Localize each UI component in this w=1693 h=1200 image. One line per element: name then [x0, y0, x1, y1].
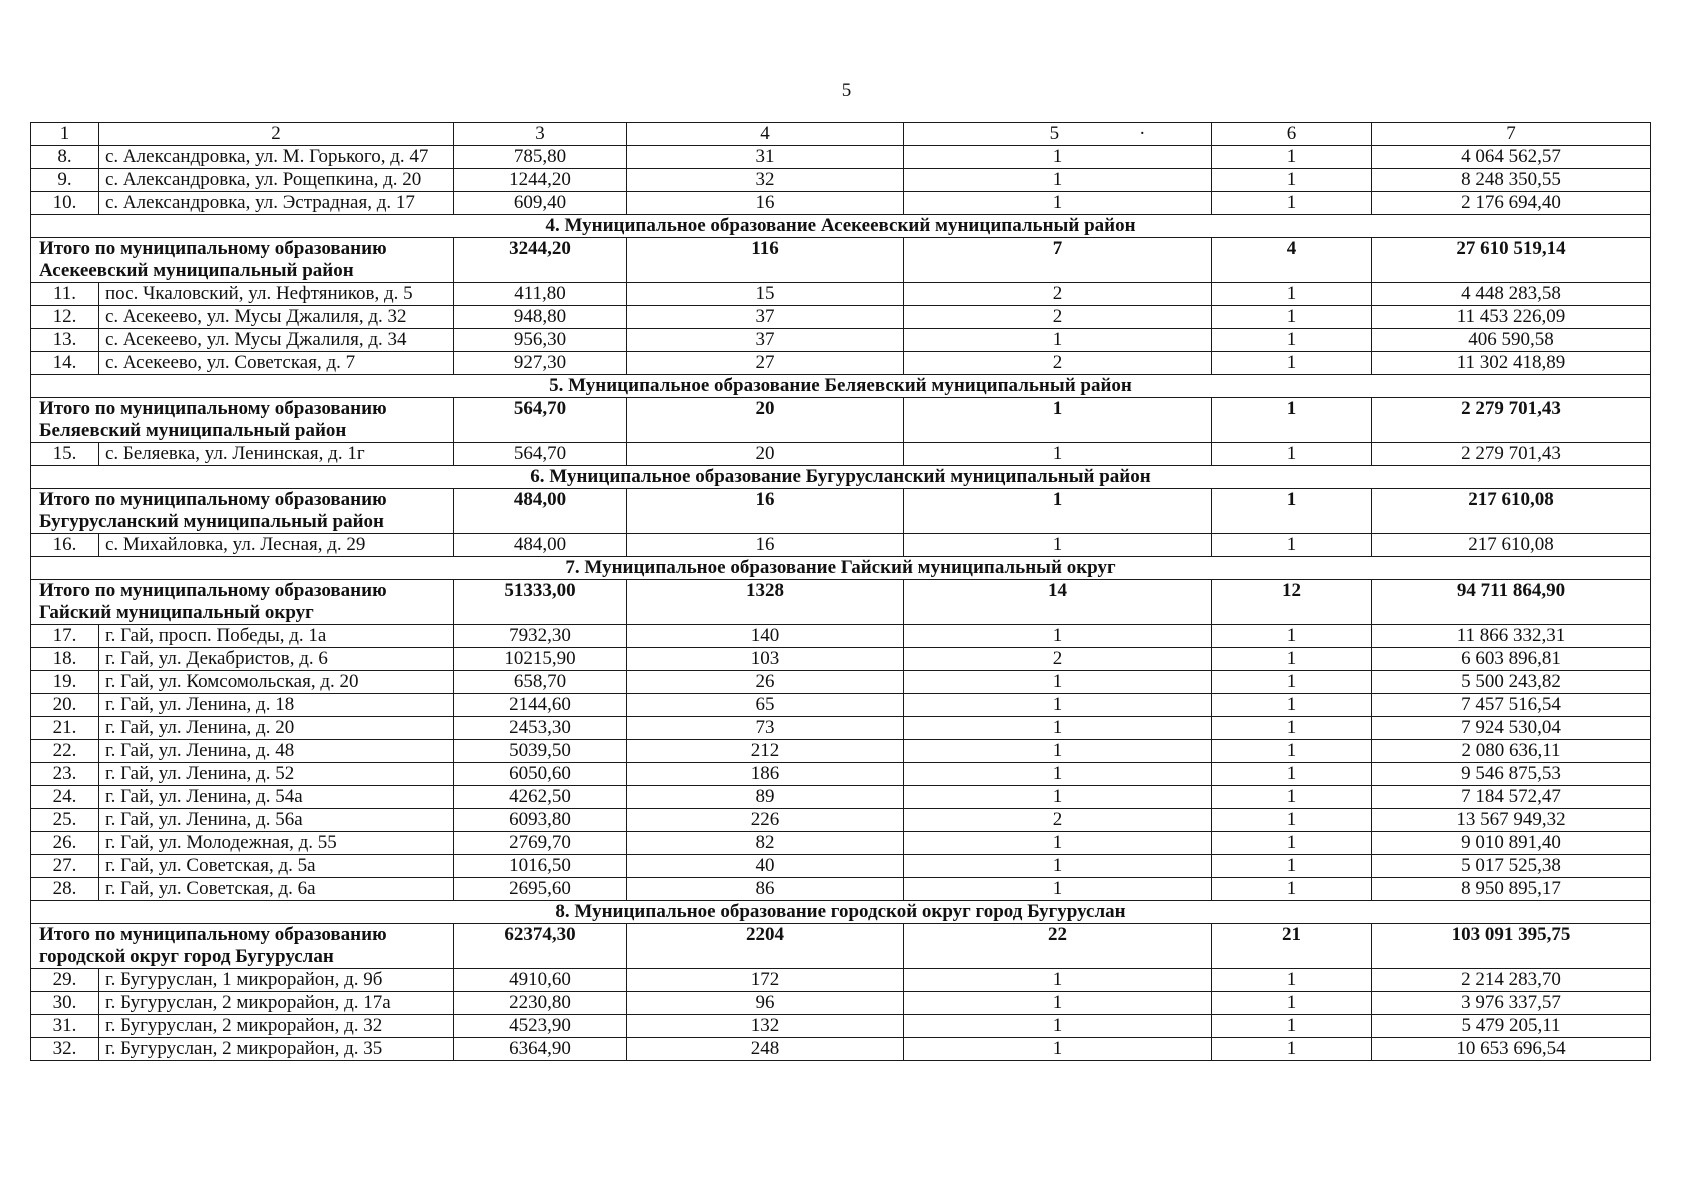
total-sum: 2 279 701,43 [1372, 398, 1651, 443]
row-address: г. Бугуруслан, 2 микрорайон, д. 17а [99, 992, 454, 1015]
row-col6: 1 [1212, 146, 1372, 169]
total-col5: 7 [904, 238, 1212, 283]
total-label: Итого по муниципальному образованию городской округ город Бугуруслан [31, 924, 454, 969]
row-col6: 1 [1212, 992, 1372, 1015]
total-col4: 2204 [627, 924, 904, 969]
table-row [31, 169, 1651, 192]
table-row [31, 352, 1651, 375]
row-col5: 1 [904, 192, 1212, 215]
table-row [31, 832, 1651, 855]
row-address: г. Бугуруслан, 2 микрорайон, д. 35 [99, 1038, 454, 1061]
row-col5: 1 [904, 832, 1212, 855]
row-col6: 1 [1212, 763, 1372, 786]
total-row [31, 398, 1651, 443]
row-col4: 16 [627, 192, 904, 215]
table-row [31, 534, 1651, 557]
row-address: с. Александровка, ул. М. Горького, д. 47 [99, 146, 454, 169]
total-area: 62374,30 [454, 924, 627, 969]
row-col6: 1 [1212, 671, 1372, 694]
section-title: 5. Муниципальное образование Беляевский муниципальный район [31, 375, 1651, 398]
row-col4: 37 [627, 329, 904, 352]
row-sum: 4 064 562,57 [1372, 146, 1651, 169]
row-sum: 10 653 696,54 [1372, 1038, 1651, 1061]
row-col4: 32 [627, 169, 904, 192]
row-area: 411,80 [454, 283, 627, 306]
row-area: 2769,70 [454, 832, 627, 855]
row-area: 6364,90 [454, 1038, 627, 1061]
row-col5: 1 [904, 625, 1212, 648]
row-sum: 2 080 636,11 [1372, 740, 1651, 763]
row-col4: 132 [627, 1015, 904, 1038]
section-heading-row [31, 901, 1651, 924]
row-sum: 8 248 350,55 [1372, 169, 1651, 192]
table-row [31, 146, 1651, 169]
row-address: г. Гай, ул. Ленина, д. 52 [99, 763, 454, 786]
row-col6: 1 [1212, 283, 1372, 306]
row-area: 484,00 [454, 534, 627, 557]
row-sum: 5 500 243,82 [1372, 671, 1651, 694]
row-col5: 2 [904, 283, 1212, 306]
row-col6: 1 [1212, 855, 1372, 878]
row-sum: 406 590,58 [1372, 329, 1651, 352]
row-address: с. Асекеево, ул. Мусы Джалиля, д. 32 [99, 306, 454, 329]
row-col4: 89 [627, 786, 904, 809]
row-address: г. Гай, ул. Советская, д. 6а [99, 878, 454, 901]
page-number: 5 [841, 80, 852, 101]
row-sum: 8 950 895,17 [1372, 878, 1651, 901]
row-col6: 1 [1212, 717, 1372, 740]
row-address: г. Гай, ул. Ленина, д. 20 [99, 717, 454, 740]
row-col5: 1 [904, 694, 1212, 717]
row-col5: 1 [904, 329, 1212, 352]
row-address: с. Михайловка, ул. Лесная, д. 29 [99, 534, 454, 557]
table-row [31, 192, 1651, 215]
row-sum: 3 976 337,57 [1372, 992, 1651, 1015]
total-sum: 27 610 519,14 [1372, 238, 1651, 283]
row-col4: 16 [627, 534, 904, 557]
table-body [31, 123, 1651, 1061]
row-sum: 7 457 516,54 [1372, 694, 1651, 717]
row-area: 658,70 [454, 671, 627, 694]
row-col6: 1 [1212, 878, 1372, 901]
row-number: 10. [31, 192, 99, 215]
row-col6: 1 [1212, 625, 1372, 648]
row-area: 609,40 [454, 192, 627, 215]
row-col5: 1 [904, 146, 1212, 169]
row-area: 2230,80 [454, 992, 627, 1015]
row-area: 10215,90 [454, 648, 627, 671]
table-row [31, 283, 1651, 306]
row-col4: 26 [627, 671, 904, 694]
row-address: г. Гай, ул. Ленина, д. 56а [99, 809, 454, 832]
row-number: 21. [31, 717, 99, 740]
section-heading-row [31, 466, 1651, 489]
row-number: 18. [31, 648, 99, 671]
row-col5: 1 [904, 1015, 1212, 1038]
row-area: 927,30 [454, 352, 627, 375]
row-col6: 1 [1212, 1038, 1372, 1061]
row-col6: 1 [1212, 809, 1372, 832]
row-number: 26. [31, 832, 99, 855]
row-col4: 86 [627, 878, 904, 901]
row-col5: 1 [904, 763, 1212, 786]
row-col4: 103 [627, 648, 904, 671]
row-area: 2695,60 [454, 878, 627, 901]
total-label: Итого по муниципальному образованию Гайский муниципальный округ [31, 580, 454, 625]
row-address: г. Гай, ул. Комсомольская, д. 20 [99, 671, 454, 694]
total-col6: 1 [1212, 398, 1372, 443]
row-col4: 15 [627, 283, 904, 306]
total-area: 51333,00 [454, 580, 627, 625]
row-col5: 1 [904, 969, 1212, 992]
total-area: 564,70 [454, 398, 627, 443]
row-col5: 1 [904, 717, 1212, 740]
row-address: г. Гай, ул. Молодежная, д. 55 [99, 832, 454, 855]
table-row [31, 992, 1651, 1015]
row-col6: 1 [1212, 648, 1372, 671]
total-col4: 20 [627, 398, 904, 443]
row-col6: 1 [1212, 832, 1372, 855]
row-address: г. Гай, ул. Ленина, д. 54а [99, 786, 454, 809]
row-area: 1016,50 [454, 855, 627, 878]
row-number: 32. [31, 1038, 99, 1061]
total-col5: 22 [904, 924, 1212, 969]
col-header-5 [904, 123, 1212, 146]
row-col6: 1 [1212, 969, 1372, 992]
table-row [31, 625, 1651, 648]
row-area: 1244,20 [454, 169, 627, 192]
row-col4: 37 [627, 306, 904, 329]
col-header-4: 4 [627, 123, 904, 146]
row-col6: 1 [1212, 534, 1372, 557]
row-number: 23. [31, 763, 99, 786]
table-row [31, 1015, 1651, 1038]
table-row [31, 855, 1651, 878]
row-address: г. Гай, просп. Победы, д. 1а [99, 625, 454, 648]
table-row [31, 306, 1651, 329]
row-col5: 1 [904, 786, 1212, 809]
table-row [31, 786, 1651, 809]
table-row [31, 648, 1651, 671]
row-area: 956,30 [454, 329, 627, 352]
row-address: с. Александровка, ул. Эстрадная, д. 17 [99, 192, 454, 215]
total-row [31, 489, 1651, 534]
row-address: г. Гай, ул. Ленина, д. 18 [99, 694, 454, 717]
row-area: 6050,60 [454, 763, 627, 786]
total-area: 3244,20 [454, 238, 627, 283]
row-col4: 96 [627, 992, 904, 1015]
section-title: 6. Муниципальное образование Бугурусланский муниципальный район [31, 466, 1651, 489]
total-label: Итого по муниципальному образованию Беляевский муниципальный район [31, 398, 454, 443]
row-col5: 1 [904, 534, 1212, 557]
section-heading-row [31, 215, 1651, 238]
row-sum: 2 214 283,70 [1372, 969, 1651, 992]
total-col6: 1 [1212, 489, 1372, 534]
total-col6: 21 [1212, 924, 1372, 969]
row-address: с. Асекеево, ул. Советская, д. 7 [99, 352, 454, 375]
row-address: с. Асекеево, ул. Мусы Джалиля, д. 34 [99, 329, 454, 352]
row-sum: 5 479 205,11 [1372, 1015, 1651, 1038]
row-number: 28. [31, 878, 99, 901]
row-col4: 82 [627, 832, 904, 855]
housing-table [30, 122, 1651, 1061]
table-row [31, 1038, 1651, 1061]
row-sum: 2 279 701,43 [1372, 443, 1651, 466]
column-number-row [31, 123, 1651, 146]
row-col6: 1 [1212, 740, 1372, 763]
row-sum: 9 546 875,53 [1372, 763, 1651, 786]
row-col4: 212 [627, 740, 904, 763]
row-col5: 2 [904, 352, 1212, 375]
row-number: 8. [31, 146, 99, 169]
row-address: с. Беляевка, ул. Ленинская, д. 1г [99, 443, 454, 466]
row-col4: 172 [627, 969, 904, 992]
row-col5: 1 [904, 740, 1212, 763]
row-area: 564,70 [454, 443, 627, 466]
total-label: Итого по муниципальному образованию Асекеевский муниципальный район [31, 238, 454, 283]
table-row [31, 763, 1651, 786]
row-area: 785,80 [454, 146, 627, 169]
row-sum: 7 184 572,47 [1372, 786, 1651, 809]
row-col6: 1 [1212, 306, 1372, 329]
row-number: 17. [31, 625, 99, 648]
row-number: 20. [31, 694, 99, 717]
row-col5: 1 [904, 671, 1212, 694]
row-address: г. Бугуруслан, 1 микрорайон, д. 9б [99, 969, 454, 992]
col-header-3: 3 [454, 123, 627, 146]
section-title: 7. Муниципальное образование Гайский муниципальный округ [31, 557, 1651, 580]
row-number: 22. [31, 740, 99, 763]
row-sum: 4 448 283,58 [1372, 283, 1651, 306]
row-sum: 11 302 418,89 [1372, 352, 1651, 375]
row-col4: 73 [627, 717, 904, 740]
row-area: 6093,80 [454, 809, 627, 832]
row-col5: 1 [904, 169, 1212, 192]
total-row [31, 580, 1651, 625]
row-number: 14. [31, 352, 99, 375]
row-number: 29. [31, 969, 99, 992]
total-col5: 14 [904, 580, 1212, 625]
row-area: 2144,60 [454, 694, 627, 717]
table-row [31, 717, 1651, 740]
row-col5: 1 [904, 878, 1212, 901]
row-number: 31. [31, 1015, 99, 1038]
row-col5: 1 [904, 1038, 1212, 1061]
row-area: 5039,50 [454, 740, 627, 763]
table-row [31, 694, 1651, 717]
row-col6: 1 [1212, 1015, 1372, 1038]
table-row [31, 443, 1651, 466]
row-number: 15. [31, 443, 99, 466]
row-col6: 1 [1212, 352, 1372, 375]
row-col4: 20 [627, 443, 904, 466]
total-col5: 1 [904, 398, 1212, 443]
row-sum: 9 010 891,40 [1372, 832, 1651, 855]
total-col6: 4 [1212, 238, 1372, 283]
row-sum: 11 453 226,09 [1372, 306, 1651, 329]
row-sum: 6 603 896,81 [1372, 648, 1651, 671]
row-number: 16. [31, 534, 99, 557]
col-header-1: 1 [31, 123, 99, 146]
col-header-5-mark: · [1139, 123, 1146, 144]
col-header-5-label: 5 [1049, 123, 1060, 144]
row-col5: 1 [904, 855, 1212, 878]
row-col5: 1 [904, 992, 1212, 1015]
row-area: 2453,30 [454, 717, 627, 740]
total-col4: 116 [627, 238, 904, 283]
section-heading-row [31, 375, 1651, 398]
table-row [31, 329, 1651, 352]
row-number: 11. [31, 283, 99, 306]
table-row [31, 969, 1651, 992]
row-number: 19. [31, 671, 99, 694]
col-header-6: 6 [1212, 123, 1372, 146]
row-sum: 5 017 525,38 [1372, 855, 1651, 878]
row-number: 13. [31, 329, 99, 352]
row-number: 9. [31, 169, 99, 192]
row-col4: 248 [627, 1038, 904, 1061]
row-sum: 7 924 530,04 [1372, 717, 1651, 740]
row-col4: 65 [627, 694, 904, 717]
row-address: г. Гай, ул. Декабристов, д. 6 [99, 648, 454, 671]
row-col4: 186 [627, 763, 904, 786]
total-area: 484,00 [454, 489, 627, 534]
total-sum: 103 091 395,75 [1372, 924, 1651, 969]
row-col5: 2 [904, 306, 1212, 329]
col-header-2: 2 [99, 123, 454, 146]
row-number: 24. [31, 786, 99, 809]
row-area: 4523,90 [454, 1015, 627, 1038]
total-col4: 16 [627, 489, 904, 534]
row-col5: 1 [904, 443, 1212, 466]
row-address: г. Гай, ул. Ленина, д. 48 [99, 740, 454, 763]
row-sum: 217 610,08 [1372, 534, 1651, 557]
row-address: с. Александровка, ул. Рощепкина, д. 20 [99, 169, 454, 192]
row-col4: 27 [627, 352, 904, 375]
row-address: пос. Чкаловский, ул. Нефтяников, д. 5 [99, 283, 454, 306]
row-area: 4910,60 [454, 969, 627, 992]
total-sum: 94 711 864,90 [1372, 580, 1651, 625]
row-col6: 1 [1212, 329, 1372, 352]
total-col6: 12 [1212, 580, 1372, 625]
row-number: 25. [31, 809, 99, 832]
row-col5: 2 [904, 648, 1212, 671]
row-col5: 2 [904, 809, 1212, 832]
table-row [31, 740, 1651, 763]
row-col4: 140 [627, 625, 904, 648]
row-number: 30. [31, 992, 99, 1015]
row-area: 948,80 [454, 306, 627, 329]
row-col4: 31 [627, 146, 904, 169]
total-label: Итого по муниципальному образованию Бугурусланский муниципальный район [31, 489, 454, 534]
total-col4: 1328 [627, 580, 904, 625]
col-header-7: 7 [1372, 123, 1651, 146]
row-sum: 13 567 949,32 [1372, 809, 1651, 832]
row-col6: 1 [1212, 169, 1372, 192]
row-col6: 1 [1212, 694, 1372, 717]
total-row [31, 238, 1651, 283]
table-row [31, 809, 1651, 832]
row-col6: 1 [1212, 786, 1372, 809]
table-row [31, 671, 1651, 694]
row-number: 27. [31, 855, 99, 878]
row-col4: 226 [627, 809, 904, 832]
row-address: г. Гай, ул. Советская, д. 5а [99, 855, 454, 878]
section-title: 4. Муниципальное образование Асекеевский муниципальный район [31, 215, 1651, 238]
row-col6: 1 [1212, 443, 1372, 466]
total-col5: 1 [904, 489, 1212, 534]
table-row [31, 878, 1651, 901]
section-heading-row [31, 557, 1651, 580]
row-sum: 11 866 332,31 [1372, 625, 1651, 648]
row-col4: 40 [627, 855, 904, 878]
total-sum: 217 610,08 [1372, 489, 1651, 534]
row-area: 4262,50 [454, 786, 627, 809]
row-number: 12. [31, 306, 99, 329]
total-row [31, 924, 1651, 969]
row-sum: 2 176 694,40 [1372, 192, 1651, 215]
row-area: 7932,30 [454, 625, 627, 648]
row-col6: 1 [1212, 192, 1372, 215]
row-address: г. Бугуруслан, 2 микрорайон, д. 32 [99, 1015, 454, 1038]
section-title: 8. Муниципальное образование городской округ город Бугуруслан [31, 901, 1651, 924]
